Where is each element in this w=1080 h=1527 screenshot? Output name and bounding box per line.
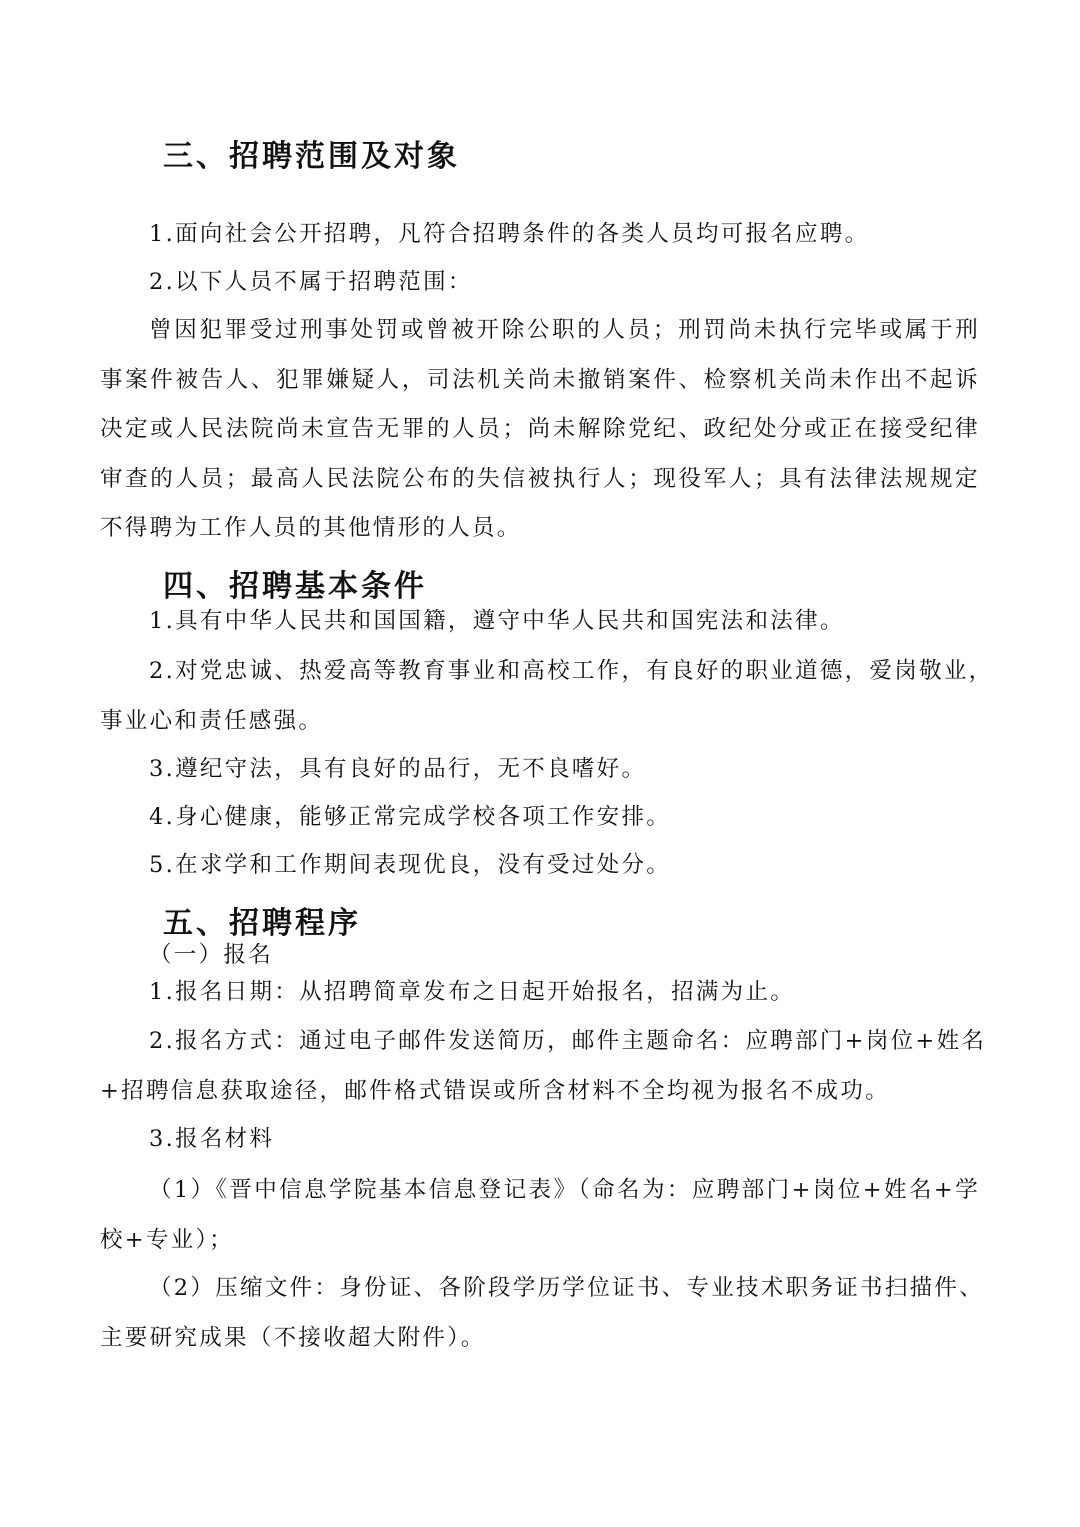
section-4-item-2 [100, 647, 994, 746]
section-3-item-1: 1.面向社会公开招聘，凡符合招聘条件的各类人员均可报名应聘。 [149, 221, 870, 247]
section-3-item-2: 2.以下人员不属于招聘范围： [149, 269, 473, 295]
section-3-exclusion-paragraph [100, 306, 980, 554]
paragraph-line: 事案件被告人、犯罪嫌疑人，司法机关尚未撤销案件、检察机关尚未作出不起诉 [100, 366, 980, 393]
section-5-heading: 五、招聘程序 [163, 906, 361, 941]
paragraph-line: 校+专业）； [100, 1226, 234, 1253]
section-3-heading: 三、招聘范围及对象 [163, 139, 460, 174]
section-5-item-2 [100, 1017, 987, 1116]
paragraph-line: +招聘信息获取途径，邮件格式错误或所含材料不全均视为报名不成功。 [100, 1077, 890, 1104]
paragraph-line: 决定或人民法院尚未宣告无罪的人员；尚未解除党纪、政纪处分或正在接受纪律 [100, 416, 980, 442]
section-5-material-2 [100, 1264, 985, 1363]
section-4-heading: 四、招聘基本条件 [163, 569, 427, 604]
paragraph-line: 2.对党忠诚、热爱高等教育事业和高校工作，有良好的职业道德，爱岗敬业， [149, 658, 994, 684]
section-5-item-1: 1.报名日期：从招聘简章发布之日起开始报名，招满为止。 [149, 979, 796, 1005]
paragraph-line: 2.报名方式：通过电子邮件发送简历，邮件主题命名：应聘部门+岗位+姓名 [149, 1028, 987, 1054]
paragraph-line: 不得聘为工作人员的其他情形的人员。 [100, 515, 522, 541]
section-4-item-3: 3.遵纪守法，具有良好的品行，无不良嗜好。 [149, 756, 647, 782]
paragraph-line: 主要研究成果（不接收超大附件）。 [100, 1324, 486, 1351]
section-4-item-4: 4.身心健康，能够正常完成学校各项工作安排。 [149, 804, 672, 830]
paragraph-line: 审查的人员；最高人民法院公布的失信被执行人；现役军人；具有法律法规规定 [100, 465, 980, 492]
section-5-material-1 [100, 1166, 980, 1265]
paragraph-line: 曾因犯罪受过刑事处罚或曾被开除公职的人员；刑罚尚未执行完毕或属于刑 [149, 317, 980, 343]
section-5-item-3: 3.报名材料 [149, 1126, 275, 1152]
section-4-item-5: 5.在求学和工作期间表现优良，没有受过处分。 [149, 852, 672, 878]
section-4-item-1: 1.具有中华人民共和国国籍，遵守中华人民共和国宪法和法律。 [149, 608, 845, 634]
paragraph-line: （2）压缩文件：身份证、各阶段学历学位证书、专业技术职务证书扫描件、 [149, 1275, 985, 1301]
section-5-sub-heading: （一）报名 [149, 942, 274, 968]
paragraph-line: 事业心和责任感强。 [100, 707, 324, 734]
paragraph-line: （1）《晋中信息学院基本信息登记表》（命名为：应聘部门+岗位+姓名+学 [149, 1177, 980, 1203]
